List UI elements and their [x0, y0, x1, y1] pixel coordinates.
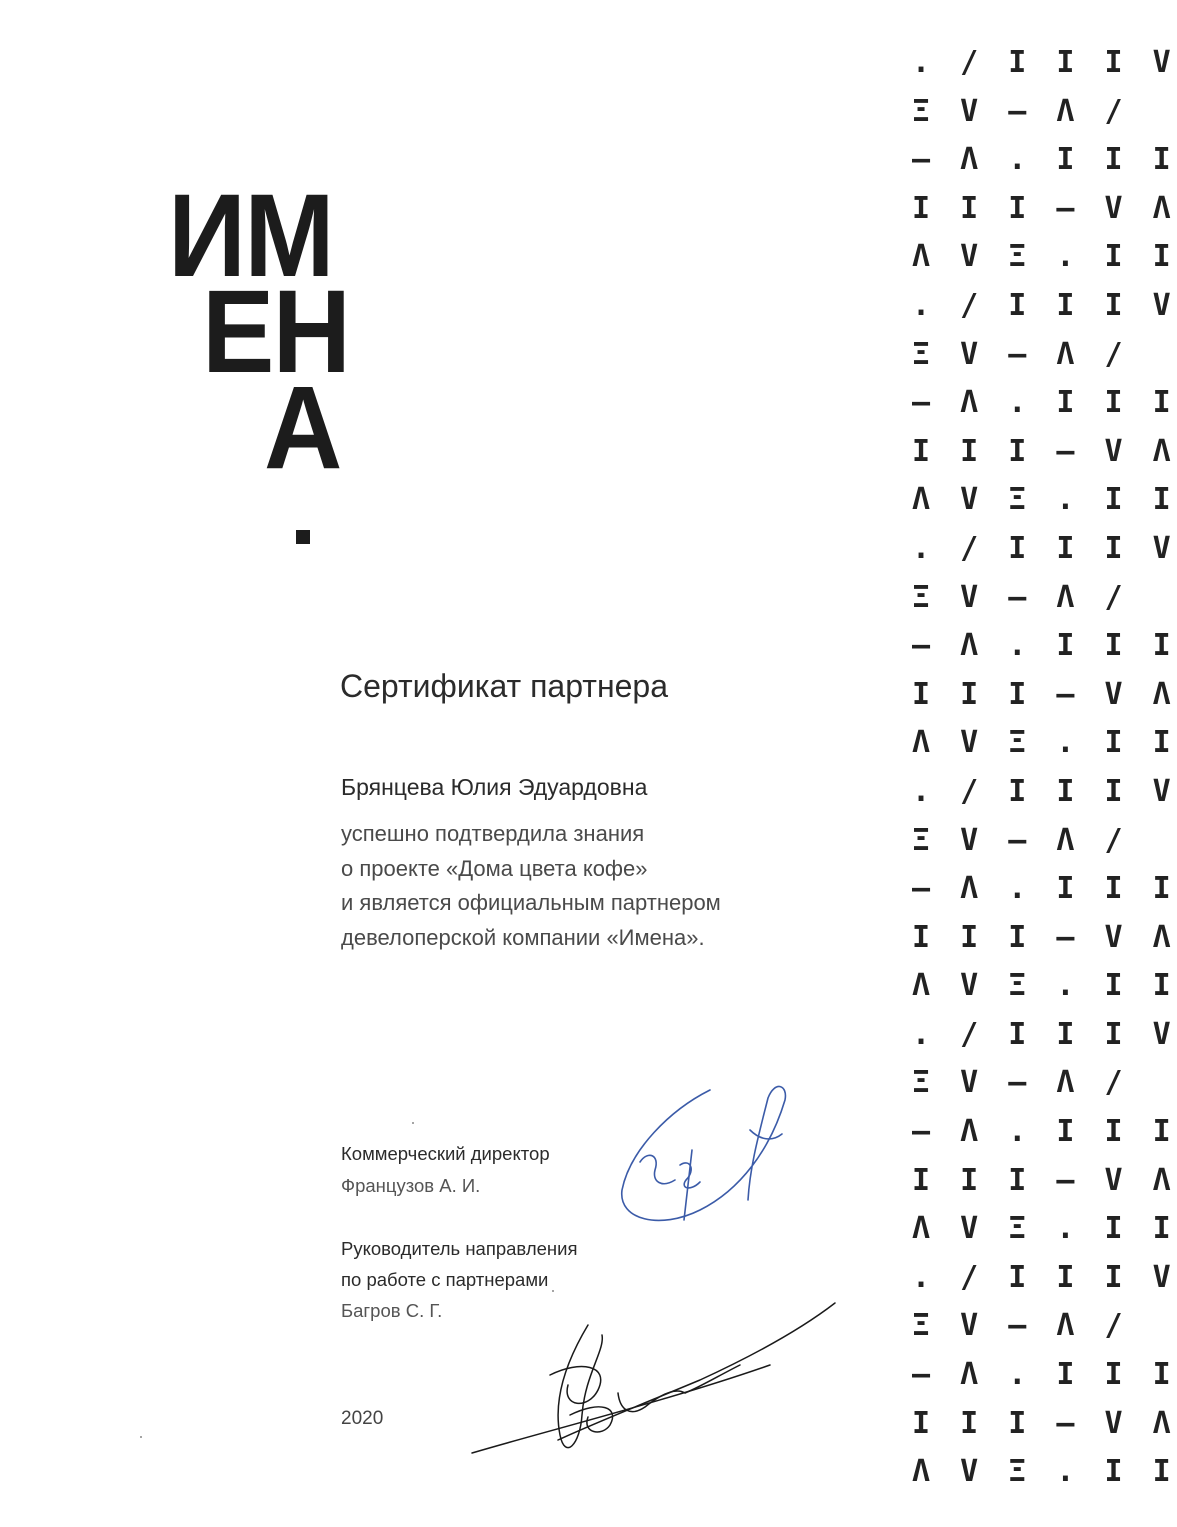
pattern-row: I I I – V Λ: [912, 1162, 1177, 1198]
signatory-1-title: Коммерческий директор: [341, 1143, 550, 1164]
logo-dot: [296, 530, 310, 544]
pattern-row: – Λ . I I I: [912, 142, 1177, 178]
certificate-title: Сертификат партнера: [340, 668, 669, 704]
scan-speck: [552, 1290, 554, 1292]
body-line: девелоперской компании «Имена».: [341, 924, 705, 950]
pattern-row: . / I I I V: [912, 530, 1177, 566]
pattern-row: I I I – V Λ: [912, 919, 1177, 955]
pattern-row: – Λ . I I I: [912, 1357, 1177, 1393]
pattern-row: . / I I I V: [912, 287, 1177, 323]
pattern-row: Λ V Ξ . I I: [912, 1211, 1177, 1247]
pattern-row: Ξ V – Λ /: [912, 93, 1129, 129]
pattern-row: . / I I I V: [912, 773, 1177, 809]
pattern-row: Ξ V – Λ /: [912, 579, 1129, 615]
pattern-row: – Λ . I I I: [912, 628, 1177, 664]
pattern-row: Λ V Ξ . I I: [912, 1454, 1177, 1490]
pattern-row: Λ V Ξ . I I: [912, 725, 1177, 761]
pattern-row: . / I I I V: [912, 1259, 1177, 1295]
body-line: и является официальным партнером: [341, 890, 721, 915]
pattern-row: . / I I I V: [912, 1016, 1177, 1052]
signature-2-icon: [470, 1295, 850, 1485]
pattern-row: – Λ . I I I: [912, 385, 1177, 421]
logo-line-2: ЕН: [202, 266, 350, 398]
decorative-pattern-column: [912, 44, 1177, 1502]
pattern-row: I I I – V Λ: [912, 1405, 1177, 1441]
signature-1-icon: [600, 1070, 800, 1240]
logo-line-3: А: [264, 362, 341, 494]
scan-speck: [412, 1122, 414, 1124]
pattern-row: Ξ V – Λ /: [912, 336, 1129, 372]
pattern-row: Λ V Ξ . I I: [912, 968, 1177, 1004]
body-line: успешно подтвердила знания: [341, 821, 645, 846]
pattern-row: Ξ V – Λ /: [912, 1308, 1129, 1344]
certificate-year: 2020: [341, 1408, 384, 1429]
certificate-body: [341, 817, 721, 955]
pattern-row: I I I – V Λ: [912, 190, 1177, 226]
signatory-2-title-line-1: Руководитель направления: [341, 1238, 578, 1259]
signatory-2-name: Багров С. Г.: [341, 1300, 443, 1321]
pattern-row: . / I I I V: [912, 45, 1177, 80]
recipient-name: Брянцева Юлия Эдуардовна: [341, 774, 648, 800]
signatory-1-name: Французов А. И.: [341, 1175, 481, 1196]
pattern-row: Λ V Ξ . I I: [912, 482, 1177, 518]
body-line: о проекте «Дома цвета кофе»: [341, 855, 648, 881]
pattern-row: I I I – V Λ: [912, 676, 1177, 712]
pattern-row: – Λ . I I I: [912, 871, 1177, 907]
logo-line-1: ИМ: [168, 170, 333, 302]
scan-speck: [140, 1436, 142, 1438]
signatory-2-title-line-2: по работе с партнерами: [341, 1269, 549, 1290]
pattern-row: I I I – V Λ: [912, 433, 1177, 469]
pattern-row: Ξ V – Λ /: [912, 822, 1129, 858]
pattern-row: – Λ . I I I: [912, 1114, 1177, 1150]
pattern-row: Λ V Ξ . I I: [912, 239, 1177, 275]
pattern-row: Ξ V – Λ /: [912, 1065, 1129, 1101]
